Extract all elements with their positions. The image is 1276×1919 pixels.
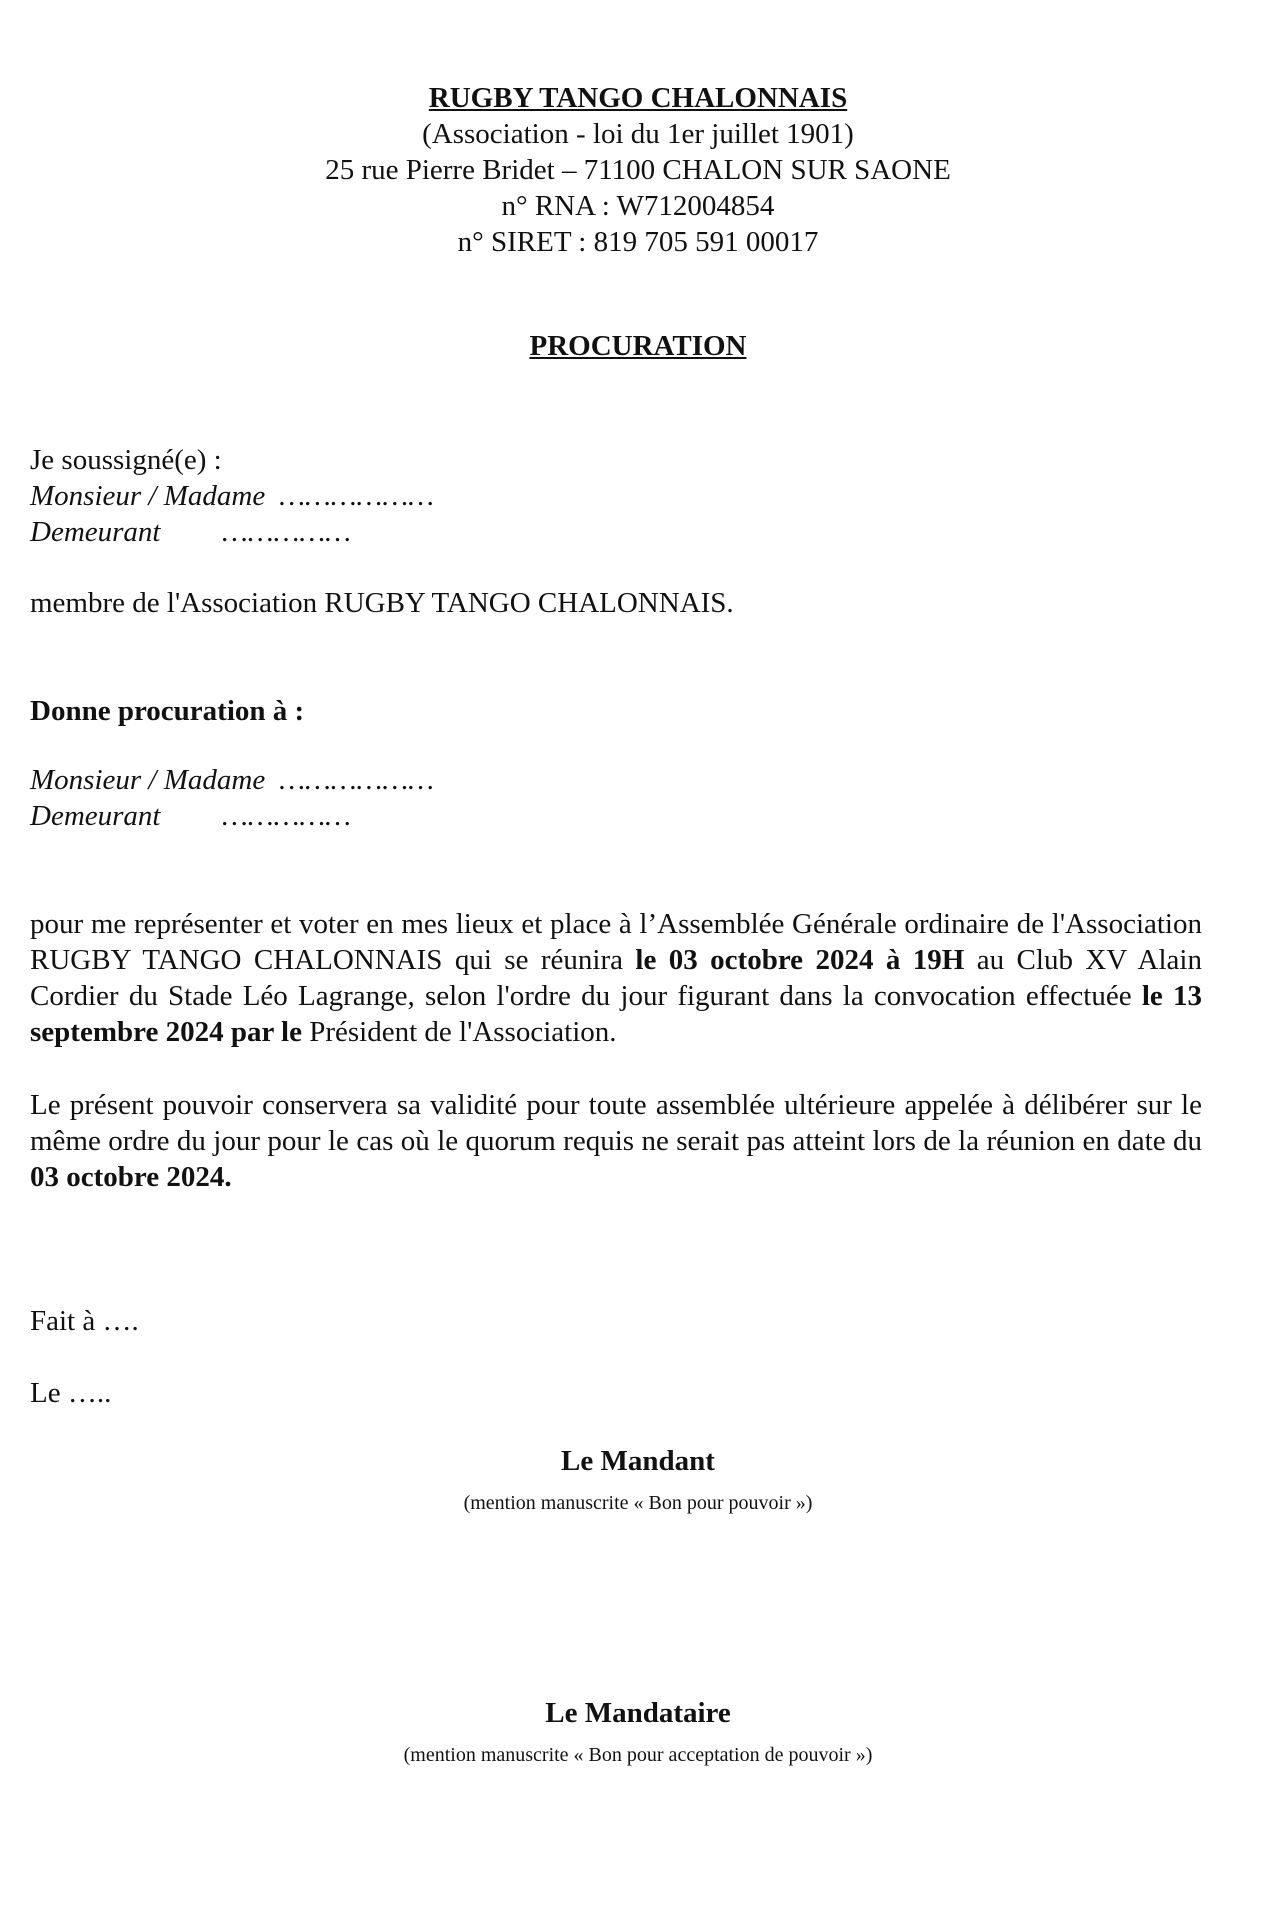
org-address: 25 rue Pierre Bridet – 71100 CHALON SUR SAONE	[325, 154, 951, 186]
grantor-address-dots: ……………	[222, 516, 351, 548]
mandataire-title: Le Mandataire	[545, 1697, 731, 1729]
meeting-date: le 03 octobre 2024 à 19H	[635, 944, 965, 976]
proxy-address-dots: ……………	[222, 800, 351, 832]
give-proxy-heading: Donne procuration à :	[30, 695, 305, 727]
place-line: Fait à ….	[30, 1305, 139, 1337]
letterhead	[0, 80, 1276, 260]
proxy-name-dots: ………………	[279, 764, 434, 796]
representation-text-2: au Club XV Alain Cordier du Stade Léo Lagrange, selon l'ordre du jour figurant dans la convocation effectuée	[30, 944, 1202, 1012]
siret-number: n° SIRET : 819 705 591 00017	[457, 226, 819, 258]
document-title: PROCURATION	[529, 330, 747, 362]
mandataire-note: (mention manuscrite « Bon pour acceptation de pouvoir »)	[403, 1744, 873, 1766]
grantor-name-line	[30, 478, 1202, 514]
validity-paragraph	[30, 1087, 1202, 1195]
validity-text: Le présent pouvoir conservera sa validité pour toute assemblée ultérieure appelée à délibérer sur le même ordre du jour pour le cas où le quorum requis ne serait pas atteint lors de la réunion en date du	[30, 1089, 1202, 1157]
proxy-section	[30, 762, 1202, 834]
proxy-address-label: Demeurant	[30, 800, 161, 832]
representation-paragraph	[30, 906, 1202, 1050]
representation-text-3: Président de l'Association.	[301, 1016, 617, 1048]
proxy-name-label: Monsieur / Madame	[30, 764, 266, 796]
grantor-intro: Je soussigné(e) :	[30, 444, 222, 476]
mandant-title: Le Mandant	[561, 1445, 715, 1477]
association-line: (Association - loi du 1er juillet 1901)	[422, 118, 854, 150]
convocation-date: le 13 septembre 2024 par le	[30, 980, 1202, 1048]
grantor-name-dots: ………………	[279, 480, 434, 512]
mandataire-signature-block	[0, 1697, 1276, 1767]
mandant-signature-block	[0, 1445, 1276, 1515]
grantor-address-line	[30, 514, 1202, 550]
grantor-name-label: Monsieur / Madame	[30, 480, 266, 512]
proxy-name-line	[30, 762, 1202, 798]
membership-line: membre de l'Association RUGBY TANGO CHALONNAIS.	[30, 587, 734, 619]
proxy-address-line	[30, 798, 1202, 834]
org-name: RUGBY TANGO CHALONNAIS	[428, 82, 848, 114]
date-line: Le …..	[30, 1377, 112, 1409]
representation-text-1: pour me représenter et voter en mes lieux et place à l’Assemblée Générale ordinaire de l'Association RUGBY TANGO CHALONNAIS qui se réunira	[30, 908, 1202, 976]
mandant-note: (mention manuscrite « Bon pour pouvoir »)	[463, 1492, 813, 1514]
grantor-address-label: Demeurant	[30, 516, 161, 548]
rna-number: n° RNA : W712004854	[501, 190, 775, 222]
validity-date: 03 octobre 2024.	[30, 1161, 232, 1193]
grantor-section	[30, 442, 1202, 550]
